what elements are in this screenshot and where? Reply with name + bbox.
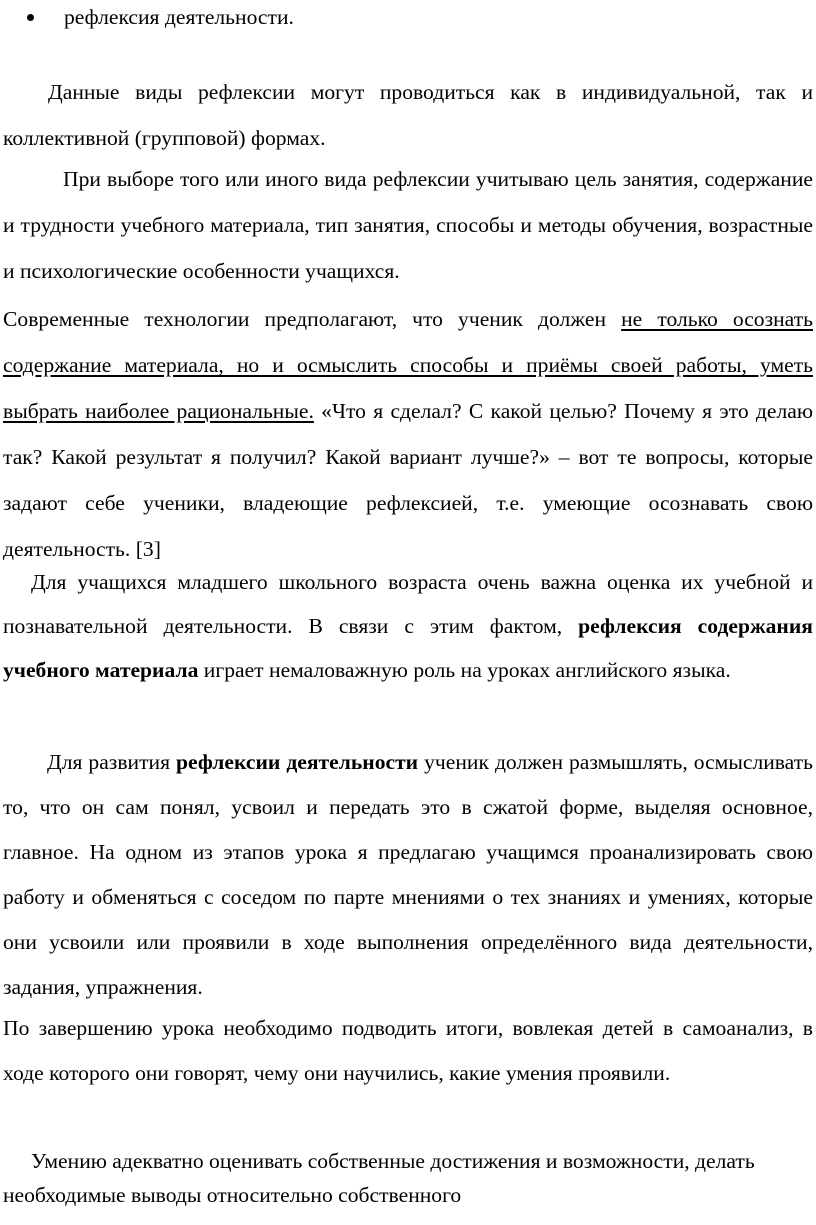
p5-bold-text: рефлексии деятельности [176,750,419,774]
p3-underlined-text: не только осознать содержание материала, но и осмыслить способы и приёмы своей работы, уметь выбрать наиболее рациональные. [3,307,813,423]
p5-text-before: Для развития [47,750,177,774]
paragraph-reflection-choice: При выборе того или иного вида рефлексии учитываю цель занятия, содержание и трудности учебного материала, тип занятия, способы и методы обучения, возрастные и психологические особенности учащихся. [3,167,813,283]
paragraph-lesson-summary: По завершению урока необходимо подводить итоги, вовлекая детей в самоанализ, в ходе которого они говорят, чему они научились, какие умения проявили. [3,1016,813,1085]
paragraph-activity-reflection [3,740,813,1010]
paragraph-self-assessment: Умению адекватно оценивать собственные достижения и возможности, делать необходимые выводы относительно собственного [3,1149,755,1207]
paragraph-modern-technologies [3,296,813,572]
bullet-text: рефлексия деятельности. [64,5,294,29]
paragraph-reflection-forms: Данные виды рефлексии могут проводиться как в индивидуальной, так и коллективной (групповой) формах. [3,80,813,150]
p4-bold-text: рефлексия содержания учебного материала [3,614,813,682]
p3-text-after: «Что я сделал? С какой целью? Почему я это делаю так? Какой результат я получил? Какой вариант лучше?» – вот те вопросы, которые задают себе ученики, владеющие рефлексией, т.е. умеющие осознавать свою деятельность. [3] [3,399,813,561]
paragraph-junior-pupils [3,560,813,692]
bullet-list-item [0,2,816,32]
p4-text-before: Для учащихся младшего школьного возраста очень важна оценка их учебной и познавательной деятельности. В связи с этим фактом, [3,570,813,638]
p3-text-before: Современные технологии предполагают, что ученик должен [3,307,622,331]
p4-text-after: играет немаловажную роль на уроках английского языка. [198,658,731,682]
bullet-dot-icon [27,14,34,21]
p5-text-after: ученик должен размышлять, осмысливать то, что он сам понял, усвоил и передать это в сжатой форме, выделяя основное, главное. На одном из этапов урока я предлагаю учащимся проанализировать свою работу и обменяться с соседом по парте мнениями о тех знаниях и умениях, которые они усвоили или проявили в ходе выполнения определённого вида деятельности, задания, упражнения. [3,750,813,999]
